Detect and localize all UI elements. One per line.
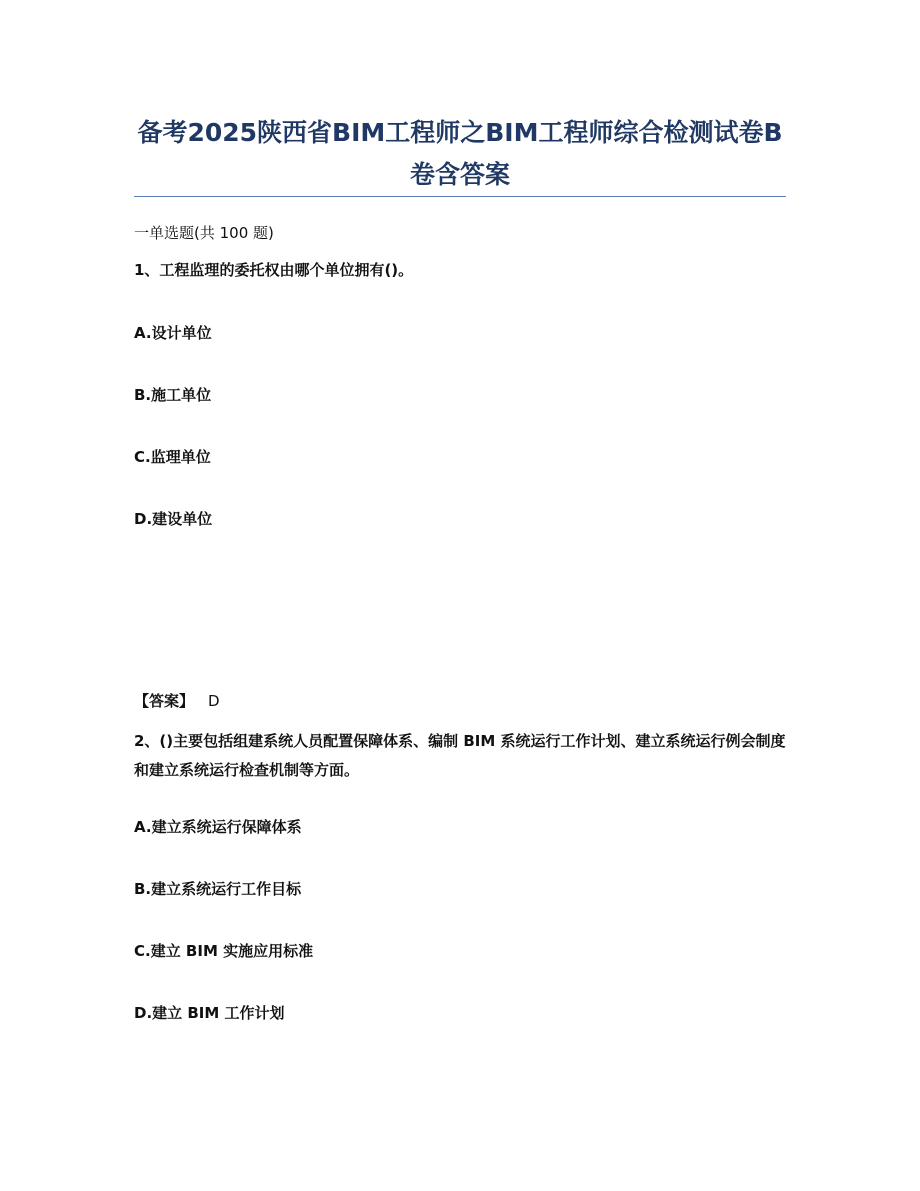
question-2-stem: 2、()主要包括组建系统人员配置保障体系、编制 BIM 系统运行工作计划、建立系统运行例会制度和建立系统运行检查机制等方面。	[134, 732, 786, 779]
question-1-option-d: D.建设单位	[134, 510, 213, 528]
question-2-option-a: A.建立系统运行保障体系	[134, 818, 302, 836]
section-heading: 一单选题(共 100 题)	[134, 224, 274, 242]
question-1-stem: 1、工程监理的委托权由哪个单位拥有()。	[134, 261, 414, 279]
answer-label: 【答案】	[134, 692, 195, 710]
question-2-option-d: D.建立 BIM 工作计划	[134, 1004, 285, 1022]
question-2-option-b: B.建立系统运行工作目标	[134, 880, 302, 898]
document-title: 备考2025陕西省BIM工程师之BIM工程师综合检测试卷B卷含答案	[137, 118, 783, 189]
question-1-option-a: A.设计单位	[134, 324, 212, 342]
question-2-option-c: C.建立 BIM 实施应用标准	[134, 942, 314, 960]
question-1-option-c: C.监理单位	[134, 448, 211, 466]
answer-value: D	[208, 692, 220, 710]
question-1-answer	[134, 690, 220, 712]
title-divider	[134, 196, 786, 197]
question-1-option-b: B.施工单位	[134, 386, 212, 404]
